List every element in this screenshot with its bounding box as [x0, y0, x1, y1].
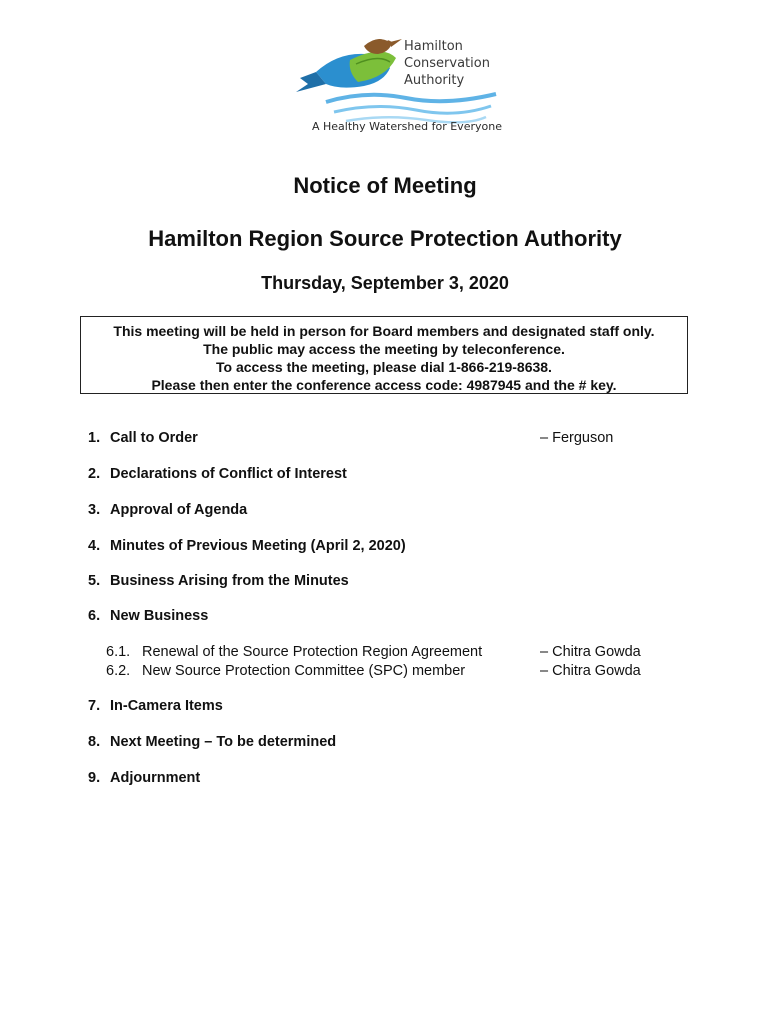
- logo-name-line: Conservation: [404, 56, 490, 71]
- agenda-item-number: 3.: [88, 502, 101, 518]
- notice-title: Notice of Meeting: [293, 173, 477, 198]
- agenda-item-number: 7.: [88, 698, 101, 714]
- hca-logo: [286, 24, 516, 140]
- notice-line: To access the meeting, please dial 1-866-219-8638.: [216, 359, 552, 375]
- agenda-item-label: In-Camera Items: [110, 698, 223, 714]
- agenda-item-label: Next Meeting – To be determined: [110, 734, 337, 750]
- logo-name-line: Hamilton: [404, 39, 463, 54]
- agenda-sub-item-label: Renewal of the Source Protection Region Agreement: [142, 644, 483, 660]
- agenda-item-label: Adjournment: [110, 770, 201, 786]
- logo-name: [404, 38, 490, 89]
- agenda-item-number: 9.: [88, 770, 101, 786]
- agenda-item-presenter: – Ferguson: [540, 430, 614, 446]
- agenda-sub-item-presenter: – Chitra Gowda: [540, 644, 641, 660]
- agenda-item-label: Call to Order: [110, 430, 198, 446]
- agenda-item-number: 1.: [88, 430, 101, 446]
- agenda-item-label: Approval of Agenda: [110, 502, 248, 518]
- agenda-item: [88, 430, 198, 446]
- notice-line: Please then enter the conference access code: 4987945 and the # key.: [151, 377, 617, 393]
- agenda-item: [88, 608, 208, 624]
- agenda-item: [88, 502, 247, 518]
- agenda-item-label: Declarations of Conflict of Interest: [110, 466, 347, 482]
- authority-title: Hamilton Region Source Protection Authority: [148, 226, 622, 251]
- agenda-sub-item-label: New Source Protection Committee (SPC) member: [142, 663, 466, 679]
- agenda-item-number: 5.: [88, 573, 101, 589]
- agenda-item: [88, 466, 347, 482]
- notice-line: This meeting will be held in person for Board members and designated staff only.: [113, 323, 655, 339]
- agenda-item-label: New Business: [110, 608, 209, 624]
- agenda-sub-item-number: 6.1.: [106, 644, 131, 660]
- agenda-item: [88, 698, 223, 714]
- agenda-item-label: Business Arising from the Minutes: [110, 573, 349, 589]
- logo-tagline: A Healthy Watershed for Everyone: [312, 120, 502, 133]
- agenda-sub-item-presenter: – Chitra Gowda: [540, 663, 641, 679]
- agenda-item: [88, 573, 349, 589]
- agenda-item-number: 6.: [88, 608, 101, 624]
- teleconference-notice-box: [80, 316, 688, 394]
- agenda-item-label: Minutes of Previous Meeting (April 2, 2020): [110, 538, 406, 554]
- agenda-sub-item-number: 6.2.: [106, 663, 131, 679]
- agenda-item-number: 8.: [88, 734, 101, 750]
- agenda-sub-item: [106, 663, 465, 679]
- agenda-item: [88, 770, 200, 786]
- agenda-item-number: 4.: [88, 538, 101, 554]
- agenda-sub-item: [106, 644, 482, 660]
- agenda-item: [88, 538, 406, 554]
- agenda-item: [88, 734, 336, 750]
- logo-name-line: Authority: [404, 73, 465, 88]
- meeting-date: Thursday, September 3, 2020: [261, 273, 509, 293]
- notice-line: The public may access the meeting by teleconference.: [203, 341, 565, 357]
- agenda-item-number: 2.: [88, 466, 101, 482]
